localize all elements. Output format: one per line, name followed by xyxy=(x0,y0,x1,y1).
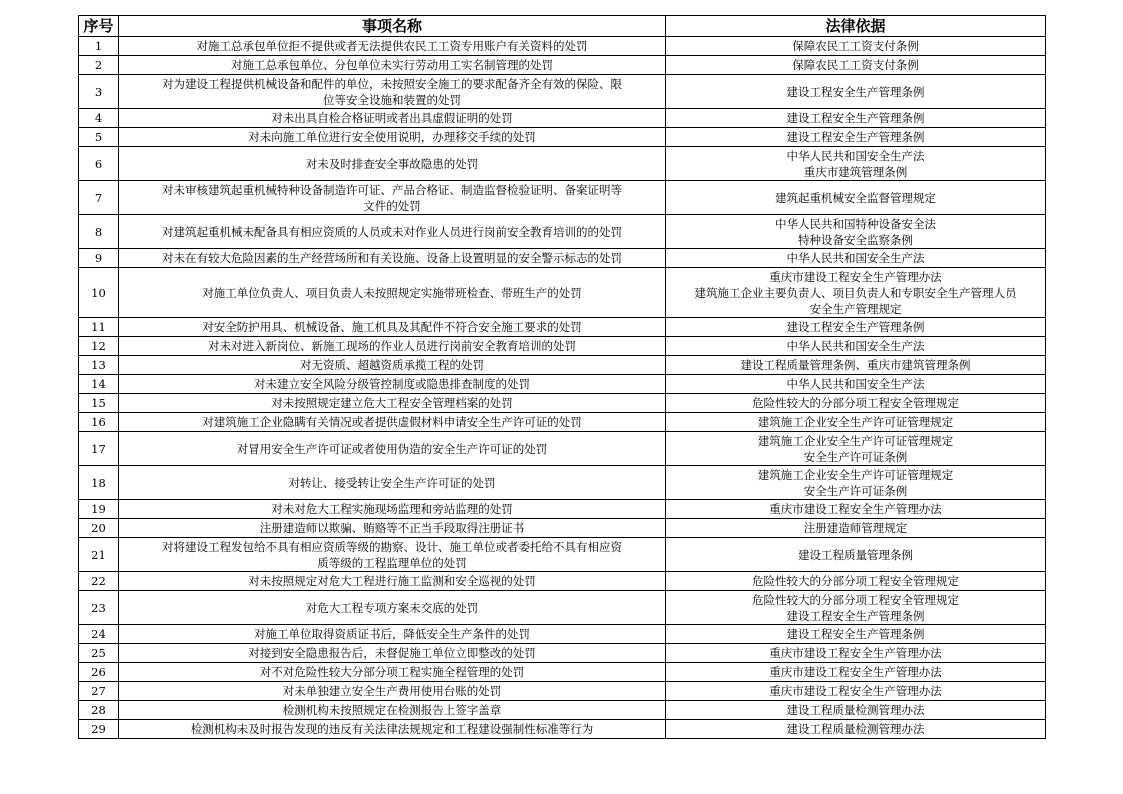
row-legal-basis: 重庆市建设工程安全生产管理办法 xyxy=(666,682,1046,701)
row-number: 28 xyxy=(79,701,119,720)
table-row xyxy=(79,375,1046,394)
row-legal-basis: 建筑施工企业安全生产许可证管理规定 安全生产许可证条例 xyxy=(666,432,1046,466)
row-item-name: 对将建设工程发包给不具有相应资质等级的勘察、设计、施工单位或者委托给不具有相应资 质等级的工程监理单位的处罚 xyxy=(119,538,666,572)
row-number: 18 xyxy=(79,466,119,500)
row-number: 26 xyxy=(79,663,119,682)
row-number: 27 xyxy=(79,682,119,701)
row-item-name: 检测机构未按照规定在检测报告上签字盖章 xyxy=(119,701,666,720)
row-legal-basis: 建设工程质量管理条例 xyxy=(666,538,1046,572)
row-item-name: 对未按照规定对危大工程进行施工监测和安全巡视的处罚 xyxy=(119,572,666,591)
row-item-name: 对未建立安全风险分级管控制度或隐患排查制度的处罚 xyxy=(119,375,666,394)
table-row xyxy=(79,572,1046,591)
row-item-name: 对未对危大工程实施现场监理和旁站监理的处罚 xyxy=(119,500,666,519)
row-legal-basis: 建设工程质量检测管理办法 xyxy=(666,701,1046,720)
row-item-name: 对安全防护用具、机械设备、施工机具及其配件不符合安全施工要求的处罚 xyxy=(119,318,666,337)
header-no: 序号 xyxy=(79,16,119,37)
table-row xyxy=(79,591,1046,625)
table-row xyxy=(79,663,1046,682)
table-row xyxy=(79,519,1046,538)
table-row xyxy=(79,466,1046,500)
row-legal-basis: 建筑施工企业安全生产许可证管理规定 安全生产许可证条例 xyxy=(666,466,1046,500)
header-row xyxy=(79,16,1046,37)
row-item-name: 对未出具自检合格证明或者出具虚假证明的处罚 xyxy=(119,109,666,128)
row-legal-basis: 危险性较大的分部分项工程安全管理规定 xyxy=(666,394,1046,413)
row-number: 23 xyxy=(79,591,119,625)
table-row xyxy=(79,268,1046,318)
row-legal-basis: 中华人民共和国安全生产法 xyxy=(666,337,1046,356)
row-item-name: 对未按照规定建立危大工程安全管理档案的处罚 xyxy=(119,394,666,413)
table-row xyxy=(79,413,1046,432)
row-legal-basis: 中华人民共和国安全生产法 xyxy=(666,249,1046,268)
row-item-name: 对建筑起重机械未配备具有相应资质的人员或未对作业人员进行岗前安全教育培训的的处罚 xyxy=(119,215,666,249)
row-number: 2 xyxy=(79,56,119,75)
row-item-name: 对转让、接受转让安全生产许可证的处罚 xyxy=(119,466,666,500)
row-number: 24 xyxy=(79,625,119,644)
table-body xyxy=(79,37,1046,739)
table-row xyxy=(79,56,1046,75)
row-number: 8 xyxy=(79,215,119,249)
row-legal-basis: 危险性较大的分部分项工程安全管理规定 xyxy=(666,572,1046,591)
header-legal-basis: 法律依据 xyxy=(666,16,1046,37)
row-legal-basis: 建设工程安全生产管理条例 xyxy=(666,318,1046,337)
row-number: 9 xyxy=(79,249,119,268)
row-legal-basis: 重庆市建设工程安全生产管理办法 xyxy=(666,500,1046,519)
table-row xyxy=(79,318,1046,337)
table-row xyxy=(79,37,1046,56)
row-legal-basis: 建设工程安全生产管理条例 xyxy=(666,625,1046,644)
row-item-name: 对未对进入新岗位、新施工现场的作业人员进行岗前安全教育培训的处罚 xyxy=(119,337,666,356)
table-row xyxy=(79,682,1046,701)
row-legal-basis: 重庆市建设工程安全生产管理办法 建筑施工企业主要负责人、项目负责人和专职安全生产管理人员 安全生产管理规定 xyxy=(666,268,1046,318)
row-number: 25 xyxy=(79,644,119,663)
table-row xyxy=(79,394,1046,413)
row-item-name: 对施工单位取得资质证书后，降低安全生产条件的处罚 xyxy=(119,625,666,644)
row-item-name: 注册建造师以欺骗、贿赂等不正当手段取得注册证书 xyxy=(119,519,666,538)
table-row xyxy=(79,109,1046,128)
row-legal-basis: 保障农民工工资支付条例 xyxy=(666,56,1046,75)
row-legal-basis: 中华人民共和国安全生产法 重庆市建筑管理条例 xyxy=(666,147,1046,181)
table-row xyxy=(79,215,1046,249)
regulation-table xyxy=(78,15,1046,739)
row-legal-basis: 重庆市建设工程安全生产管理办法 xyxy=(666,663,1046,682)
row-legal-basis: 中华人民共和国特种设备安全法 特种设备安全监察条例 xyxy=(666,215,1046,249)
row-number: 22 xyxy=(79,572,119,591)
row-item-name: 对不对危险性较大分部分项工程实施全程管理的处罚 xyxy=(119,663,666,682)
row-item-name: 对危大工程专项方案未交底的处罚 xyxy=(119,591,666,625)
row-item-name: 对冒用安全生产许可证或者使用伪造的安全生产许可证的处罚 xyxy=(119,432,666,466)
row-number: 29 xyxy=(79,720,119,739)
row-legal-basis: 建设工程质量检测管理办法 xyxy=(666,720,1046,739)
row-number: 13 xyxy=(79,356,119,375)
row-number: 15 xyxy=(79,394,119,413)
table-row xyxy=(79,356,1046,375)
row-legal-basis: 建设工程质量管理条例、重庆市建筑管理条例 xyxy=(666,356,1046,375)
row-number: 17 xyxy=(79,432,119,466)
row-item-name: 对施工单位负责人、项目负责人未按照规定实施带班检查、带班生产的处罚 xyxy=(119,268,666,318)
row-legal-basis: 重庆市建设工程安全生产管理办法 xyxy=(666,644,1046,663)
row-number: 21 xyxy=(79,538,119,572)
row-item-name: 对无资质、超越资质承揽工程的处罚 xyxy=(119,356,666,375)
row-number: 11 xyxy=(79,318,119,337)
row-item-name: 对施工总承包单位拒不提供或者无法提供农民工工资专用账户有关资料的处罚 xyxy=(119,37,666,56)
table-row xyxy=(79,337,1046,356)
row-number: 10 xyxy=(79,268,119,318)
row-legal-basis: 建筑起重机械安全监督管理规定 xyxy=(666,181,1046,215)
table-row xyxy=(79,75,1046,109)
table-row xyxy=(79,181,1046,215)
row-item-name: 对未及时排查安全事故隐患的处罚 xyxy=(119,147,666,181)
row-number: 4 xyxy=(79,109,119,128)
row-number: 19 xyxy=(79,500,119,519)
row-item-name: 对建筑施工企业隐瞒有关情况或者提供虚假材料申请安全生产许可证的处罚 xyxy=(119,413,666,432)
row-item-name: 对未向施工单位进行安全使用说明，办理移交手续的处罚 xyxy=(119,128,666,147)
table-row xyxy=(79,720,1046,739)
table-row xyxy=(79,644,1046,663)
row-number: 3 xyxy=(79,75,119,109)
table-row xyxy=(79,249,1046,268)
row-item-name: 对为建设工程提供机械设备和配件的单位，未按照安全施工的要求配备齐全有效的保险、限 位等安全设施和装置的处罚 xyxy=(119,75,666,109)
row-number: 6 xyxy=(79,147,119,181)
table-row xyxy=(79,432,1046,466)
row-item-name: 对未审核建筑起重机械特种设备制造许可证、产品合格证、制造监督检验证明、备案证明等 文件的处罚 xyxy=(119,181,666,215)
table-row xyxy=(79,538,1046,572)
table-row xyxy=(79,701,1046,720)
row-number: 14 xyxy=(79,375,119,394)
row-item-name: 对未在有较大危险因素的生产经营场所和有关设施、设备上设置明显的安全警示标志的处罚 xyxy=(119,249,666,268)
row-number: 16 xyxy=(79,413,119,432)
table-row xyxy=(79,128,1046,147)
row-legal-basis: 注册建造师管理规定 xyxy=(666,519,1046,538)
row-number: 5 xyxy=(79,128,119,147)
row-item-name: 对施工总承包单位、分包单位未实行劳动用工实名制管理的处罚 xyxy=(119,56,666,75)
row-item-name: 检测机构未及时报告发现的违反有关法律法规规定和工程建设强制性标准等行为 xyxy=(119,720,666,739)
row-legal-basis: 建设工程安全生产管理条例 xyxy=(666,75,1046,109)
row-legal-basis: 保障农民工工资支付条例 xyxy=(666,37,1046,56)
row-number: 7 xyxy=(79,181,119,215)
table-row xyxy=(79,625,1046,644)
table-row xyxy=(79,500,1046,519)
row-legal-basis: 建设工程安全生产管理条例 xyxy=(666,128,1046,147)
row-number: 1 xyxy=(79,37,119,56)
header-item-name: 事项名称 xyxy=(119,16,666,37)
row-legal-basis: 中华人民共和国安全生产法 xyxy=(666,375,1046,394)
row-number: 20 xyxy=(79,519,119,538)
row-number: 12 xyxy=(79,337,119,356)
row-legal-basis: 建设工程安全生产管理条例 xyxy=(666,109,1046,128)
row-item-name: 对未单独建立安全生产费用使用台账的处罚 xyxy=(119,682,666,701)
table-row xyxy=(79,147,1046,181)
row-legal-basis: 建筑施工企业安全生产许可证管理规定 xyxy=(666,413,1046,432)
row-item-name: 对接到安全隐患报告后，未督促施工单位立即整改的处罚 xyxy=(119,644,666,663)
row-legal-basis: 危险性较大的分部分项工程安全管理规定 建设工程安全生产管理条例 xyxy=(666,591,1046,625)
